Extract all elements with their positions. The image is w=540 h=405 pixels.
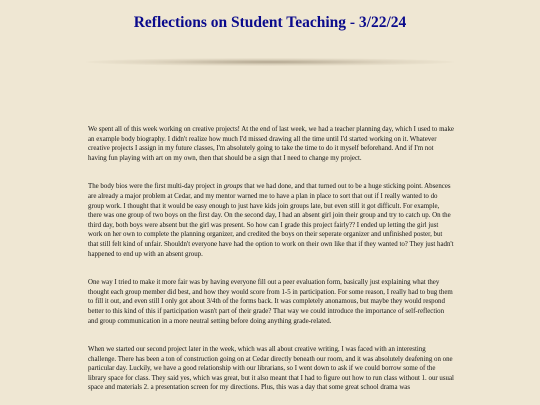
title-divider xyxy=(86,58,454,66)
paragraph-2-text-before: The body bios were the first multi-day project in xyxy=(88,183,224,191)
paragraph-2 xyxy=(88,182,454,259)
paragraph-3: One way I tried to make it more fair was by having everyone fill out a peer evaluation form, basically just explaining what they thought each group member did best, and how they would score from 1-5 in participation. For some reason, I really had to bug them to fill it out, and even still I only got about 3/4th of the forms back. It was completely anonamous, but maybe they would respond better to this kind of this if participation wasn't part of their grade? That way we could introduce the importance of self-reflection and group communication in a more neutral setting before doing anything grade-related. xyxy=(88,279,453,325)
page-title: Reflections on Student Teaching - 3/22/24 xyxy=(133,14,407,31)
article-body xyxy=(88,125,454,405)
paragraph-1: We spent all of this week working on creative projects! At the end of last week, we had a teacher planning day, which I used to make an example body biography. I didn't realize how much I'd missed drawing all the time until I'd started working on it. Whatever creative projects I assign in my future classes, I'm absolutely going to take the time to do it myself beforehand. And if I'm not having fun playing with art on my own, then that should be a sign that I need to change my project. xyxy=(88,126,454,162)
paragraph-2-text-after: that we had done, and that turned out to be a huge sticking point. Absences are already a major problem at Cedar, and my mentor warned me to have a plan in place to sort that out if I really wanted to do group work. I thought that it would be easy enough to just have kids join groups late, but even still it got difficult. For example, there was one group of two boys on the first day. On the second day, I had an absent girl join their group and try to catch up. On the third day, both boys were absent but the girl was present. So how can I grade this project fairly?? I ended up letting the girl just work on her own to complete the planning organizer, and credited the boys on their seperate organizer and unfinished poster, but that still felt kind of unfair. Shouldn't everyone have had the option to work on their own like that if they wanted to? They just hadn't happened to end up with an absent group. xyxy=(88,183,454,258)
paragraph-2-emphasis: groups xyxy=(223,183,243,191)
paragraph-4: When we started our second project later in the week, which was all about creative writing, I was faced with an interesting challenge. There has been a ton of construction going on at Cedar directly beneath our room, and it was absolutely deafening on one particular day. Luckily, we have a good relationship with our librarians, so I went down to ask if we could borrow some of the library space for class. They said yes, which was great, but it also meant that I had to figure out how to run class without 1. our usual space and materials 2. a presentation screen for my directions. Plus, this was a day that some great school drama was xyxy=(88,346,454,392)
